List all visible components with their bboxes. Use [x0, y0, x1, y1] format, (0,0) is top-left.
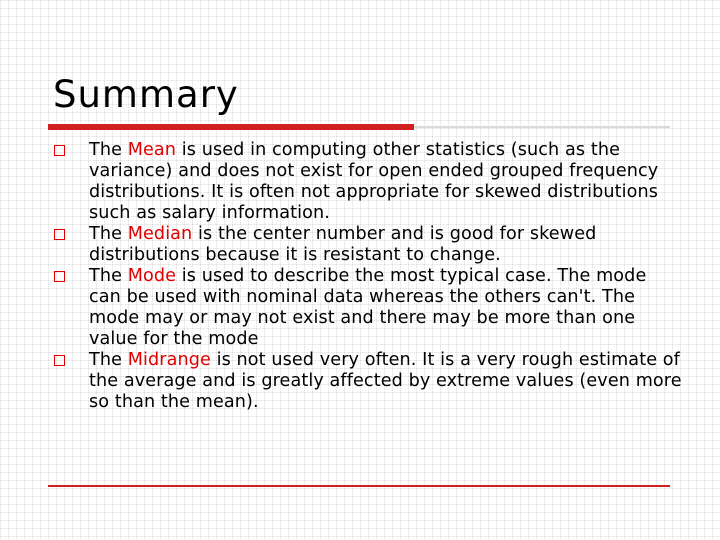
bullet-item-median [52, 224, 682, 266]
bullet-item-mean [52, 140, 682, 224]
bullet-list [52, 140, 682, 413]
bullet-text: is used to describe the most typical case. The mode can be used with nominal data whereas the others can't. The mode may or may not exist and there may be more than one value for the mode [89, 266, 647, 349]
slide-title: Summary [53, 73, 239, 116]
title-underline-rule [414, 126, 670, 128]
term-midrange: Midrange [127, 350, 211, 370]
bullet-prefix: The [89, 266, 128, 286]
square-bullet-icon [54, 229, 65, 240]
bullet-item-mode [52, 266, 682, 350]
bullet-prefix: The [89, 224, 128, 244]
square-bullet-icon [54, 355, 65, 366]
term-mode: Mode [127, 266, 177, 286]
bullet-text: is not used very often. It is a very rough estimate of the average and is greatly affected by extreme values (even more so than the mean). [89, 350, 682, 412]
bullet-text: is used in computing other statistics (such as the variance) and does not exist for open ended grouped frequency distributions. It is often not appropriate for skewed distributions such as salary information. [89, 140, 659, 223]
bullet-prefix: The [89, 350, 128, 370]
bullet-item-midrange [52, 350, 682, 413]
title-underline-accent [48, 124, 414, 130]
square-bullet-icon [54, 271, 65, 282]
footer-rule [48, 485, 670, 487]
bullet-prefix: The [89, 140, 128, 160]
bullet-text: is the center number and is good for skewed distributions because it is resistant to change. [89, 224, 597, 265]
term-median: Median [127, 224, 193, 244]
term-mean: Mean [127, 140, 177, 160]
square-bullet-icon [54, 145, 65, 156]
